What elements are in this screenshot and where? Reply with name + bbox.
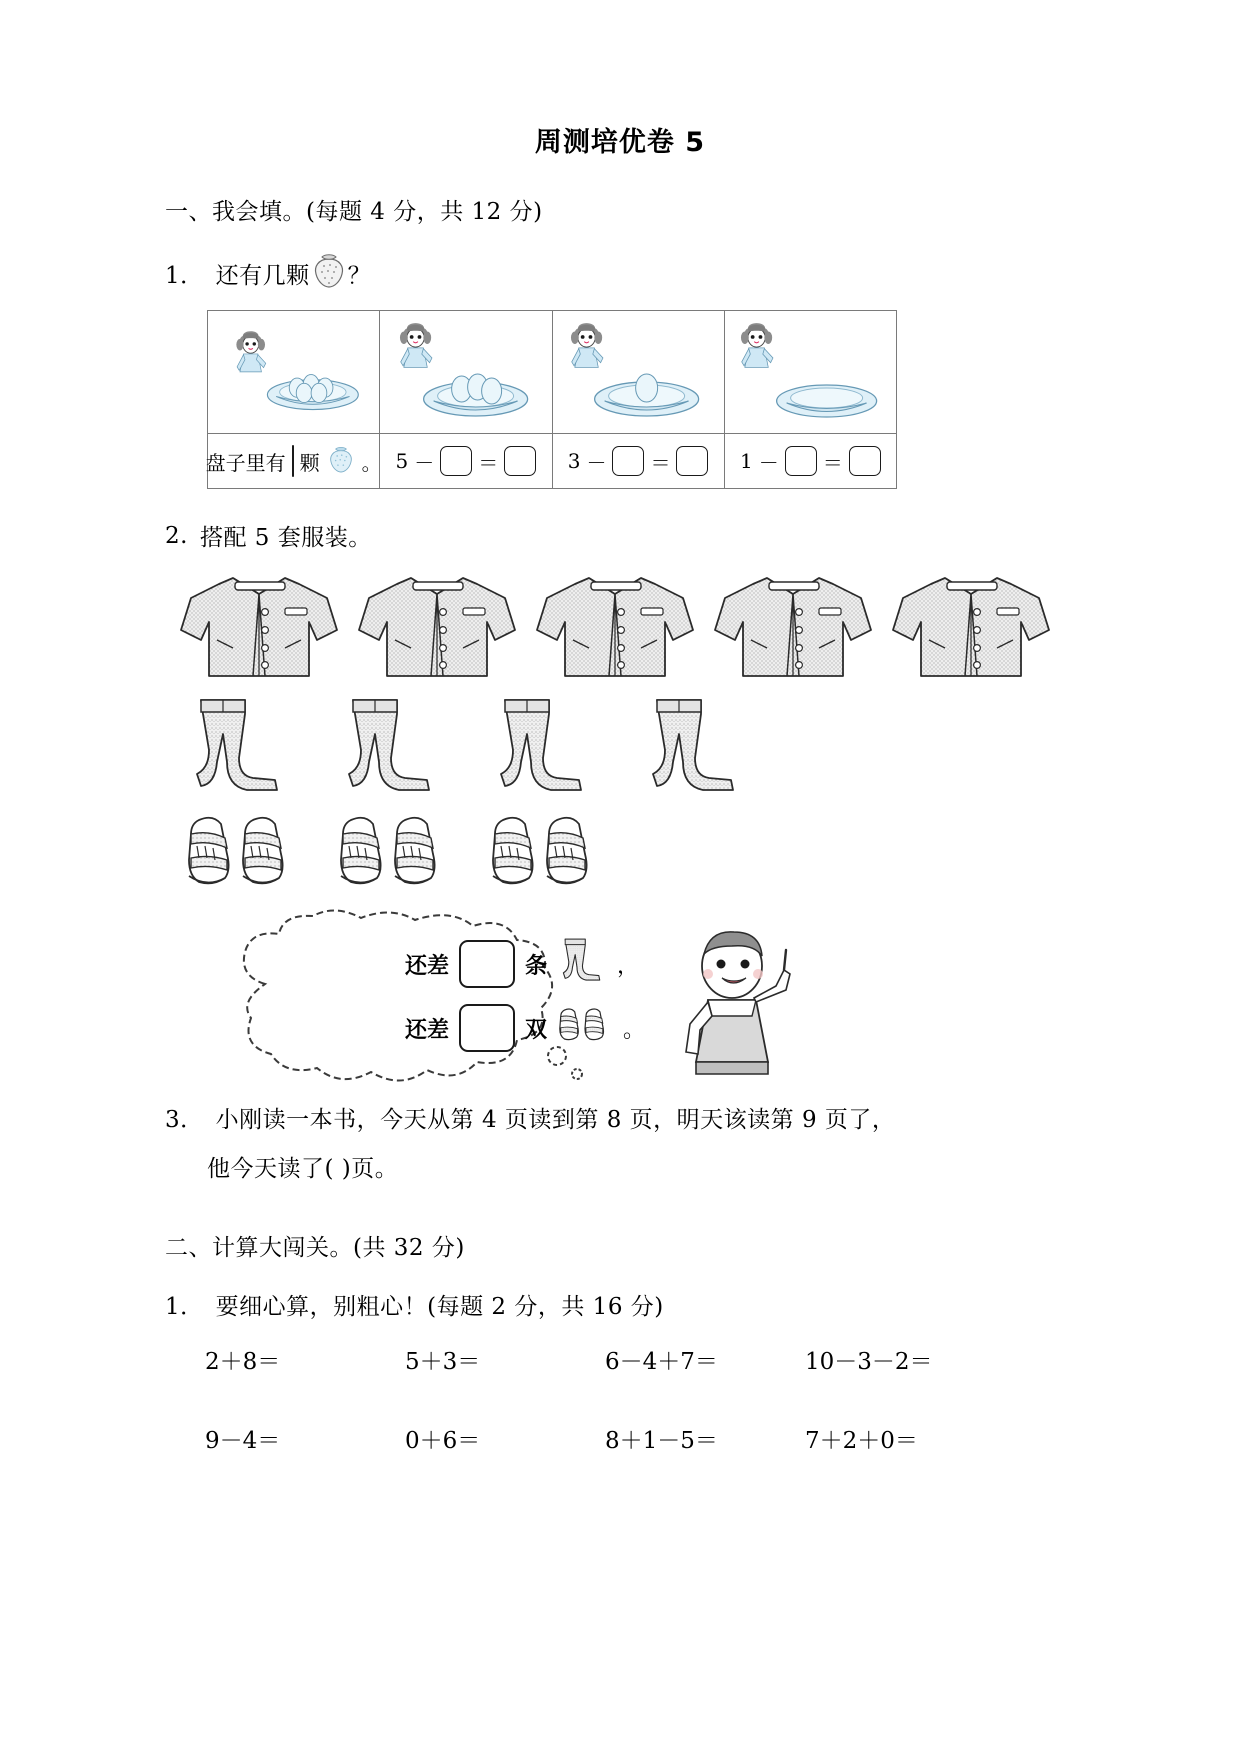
equation-left-operand: 5 [395, 449, 409, 473]
shoes-icon [335, 808, 455, 900]
jacket-icon [531, 568, 699, 690]
bubble-line1-unit: 条 [525, 952, 548, 979]
page-title: 周测培优卷 5 [534, 127, 706, 158]
section-one-heading: 一、我会填。(每题 4 分，共 12 分) [165, 199, 543, 225]
bubble-line2-unit: 双 [525, 1016, 548, 1043]
question-3-prompt [165, 1101, 1075, 1134]
bubble-line-pants [405, 932, 695, 996]
shoe-row [183, 808, 1075, 900]
question-3-line1: 小刚读一本书，今天从第 4 页读到第 8 页，明天该读第 9 页了， [215, 1107, 896, 1133]
calc-problem[interactable]: 2＋8＝ [205, 1349, 281, 1375]
pants-row [183, 694, 1075, 806]
question-2-prompt [165, 519, 1075, 552]
table-cell-picture-1 [208, 311, 380, 434]
equals-sign: ＝ [650, 450, 671, 475]
speech-bubble-section [165, 906, 1075, 1101]
calc-problem[interactable]: 0＋6＝ [405, 1428, 481, 1454]
question-2-text: 搭配 5 套服装。 [199, 525, 372, 551]
question-3-number: 3． [165, 1107, 204, 1133]
minus-sign: － [586, 450, 607, 475]
bubble-line1-punct: ， [617, 953, 640, 979]
answer-blank[interactable] [612, 446, 644, 476]
pants-icon [639, 694, 749, 806]
pants-icon [183, 694, 293, 806]
section-two-question-1-number: 1． [165, 1294, 204, 1320]
shoes-icon [487, 808, 607, 900]
table-cell-equation-1 [205, 434, 382, 489]
answer-blank[interactable] [504, 446, 536, 476]
strawberry-icon [312, 252, 346, 294]
question-1-text-after: ？ [347, 262, 372, 289]
calc-problem[interactable]: 6－4＋7＝ [605, 1349, 718, 1375]
answer-blank[interactable] [459, 1004, 515, 1052]
jacket-row [175, 568, 1075, 690]
question-1-number: 1． [165, 262, 204, 289]
equals-sign: ＝ [822, 450, 843, 475]
worksheet-content [165, 120, 1075, 1455]
section-two-question-1-prompt [165, 1288, 1075, 1321]
jacket-icon [709, 568, 877, 690]
table-cell-equation-2 [380, 434, 552, 489]
table-cell-picture-4 [724, 311, 896, 434]
bubble-line-shoes [405, 996, 695, 1060]
table-cell-equation-3 [552, 434, 724, 489]
question-1-table [207, 310, 897, 489]
answer-blank[interactable] [440, 446, 472, 476]
calc-problem[interactable]: 7＋2＋0＝ [805, 1428, 918, 1454]
table-row-equations [208, 434, 897, 489]
table-row-pictures [208, 311, 897, 434]
bubble-line2-prefix: 还差 [405, 1016, 450, 1043]
answer-blank[interactable] [785, 446, 817, 476]
minus-sign: － [414, 450, 435, 475]
pants-icon [335, 694, 445, 806]
equation-left-operand: 3 [567, 449, 581, 473]
answer-blank[interactable] [292, 445, 294, 477]
jacket-icon [175, 568, 343, 690]
minus-sign: － [758, 450, 779, 475]
shoes-icon [183, 808, 303, 900]
section-two-heading: 二、计算大闯关。(共 32 分) [165, 1235, 465, 1261]
calc-problem[interactable]: 8＋1－5＝ [605, 1428, 718, 1454]
jacket-icon [887, 568, 1055, 690]
table-cell-equation-4 [724, 434, 896, 489]
question-3-line2-row [165, 1150, 1075, 1183]
table-cell-picture-2 [380, 311, 552, 434]
table-cell-picture-3 [552, 311, 724, 434]
plate-label-middle: 颗 [299, 450, 320, 475]
bubble-text-lines [405, 932, 695, 1060]
strawberry-icon [328, 445, 354, 478]
answer-blank[interactable] [849, 446, 881, 476]
equation-left-operand: 1 [740, 449, 753, 473]
section-two-question-1-text: 要细心算，别粗心！(每题 2 分，共 16 分) [215, 1294, 664, 1320]
answer-blank[interactable] [676, 446, 708, 476]
bubble-line1-prefix: 还差 [405, 952, 450, 979]
question-1-prompt [165, 252, 1075, 294]
plate-label-suffix: 。 [361, 450, 382, 475]
calc-problem[interactable]: 10－3－2＝ [805, 1349, 933, 1375]
question-3-line2[interactable]: 他今天读了( )页。 [207, 1156, 399, 1182]
pants-icon [557, 934, 607, 994]
question-2-number: 2. [165, 522, 188, 549]
question-1-text-before: 还有几颗 [215, 262, 310, 289]
calculation-grid [205, 1343, 1075, 1455]
plate-label-prefix: 盘子里有 [205, 450, 286, 475]
pants-icon [487, 694, 597, 806]
answer-blank[interactable] [459, 940, 515, 988]
bubble-line2-punct: 。 [623, 1017, 646, 1043]
calc-problem[interactable]: 5＋3＝ [405, 1349, 481, 1375]
jacket-icon [353, 568, 521, 690]
calc-problem[interactable]: 9－4＝ [205, 1428, 281, 1454]
equals-sign: ＝ [478, 450, 499, 475]
shoes-icon [557, 1004, 613, 1052]
